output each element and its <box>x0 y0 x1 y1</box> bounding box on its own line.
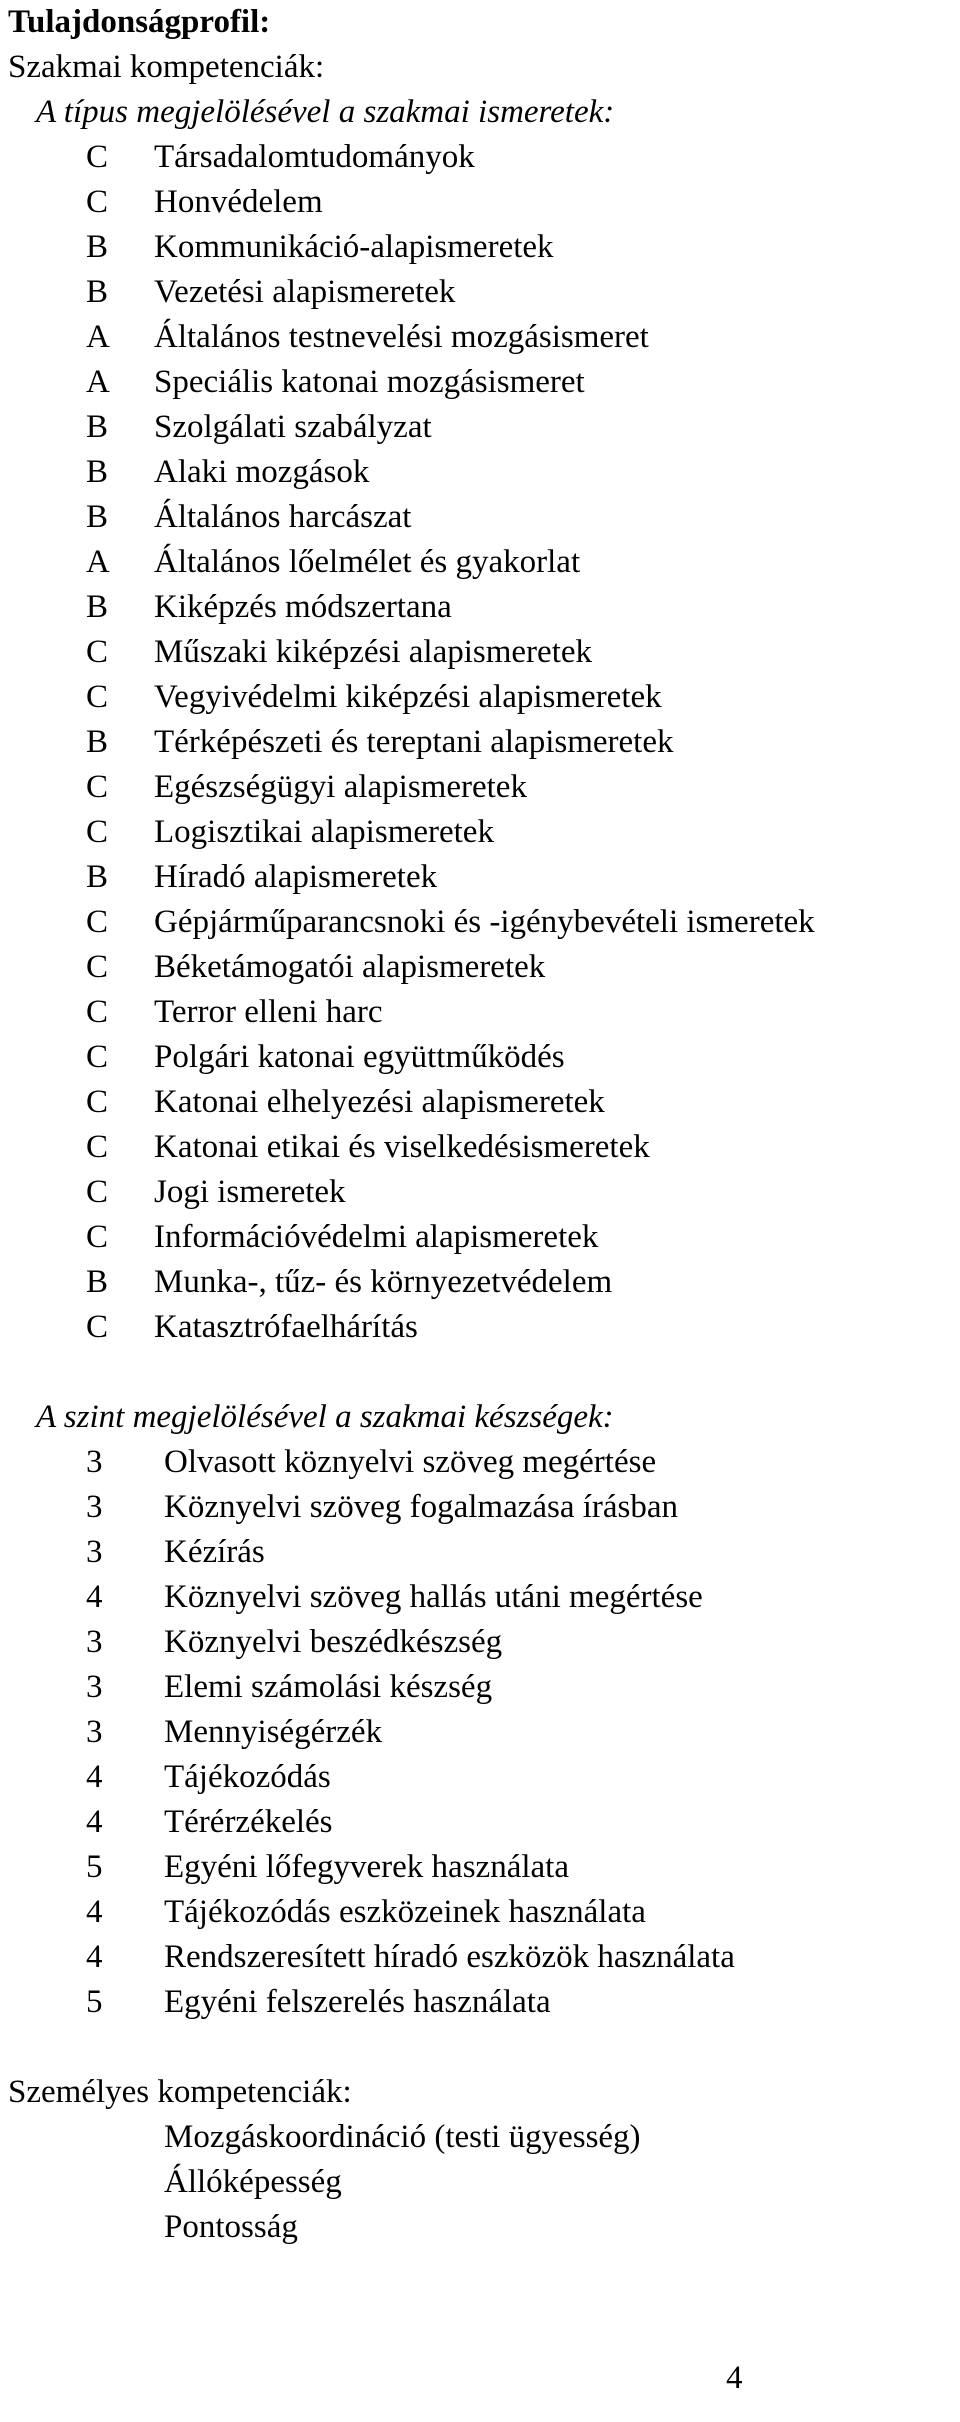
page-number: 4 <box>726 2360 743 2396</box>
knowledge-item-label: Terror elleni harc <box>154 994 383 1030</box>
section-spacer <box>8 2025 952 2070</box>
skill-item-label: Tájékozódás eszközeinek használata <box>164 1894 646 1930</box>
skill-item <box>8 1845 952 1890</box>
skill-item-code: 3 <box>86 1489 103 1525</box>
section-spacer <box>8 1350 952 1395</box>
knowledge-item <box>8 225 952 270</box>
knowledge-item <box>8 270 952 315</box>
skill-item-code: 4 <box>86 1939 103 1975</box>
knowledge-item <box>8 495 952 540</box>
knowledge-item <box>8 450 952 495</box>
knowledge-item <box>8 810 952 855</box>
knowledge-item <box>8 675 952 720</box>
knowledge-item <box>8 1170 952 1215</box>
document-page <box>8 0 952 2250</box>
knowledge-item <box>8 1125 952 1170</box>
knowledge-item-label: Általános testnevelési mozgásismeret <box>154 319 649 355</box>
knowledge-item-code: B <box>86 409 109 445</box>
knowledge-item-label: Polgári katonai együttműködés <box>154 1039 565 1075</box>
knowledge-item-code: B <box>86 1264 109 1300</box>
knowledge-item <box>8 945 952 990</box>
skill-item-label: Köznyelvi szöveg hallás utáni megértése <box>164 1579 703 1615</box>
skill-item-label: Kézírás <box>164 1534 265 1570</box>
knowledge-item-label: Logisztikai alapismeretek <box>154 814 494 850</box>
knowledge-item <box>8 1215 952 1260</box>
knowledge-item-label: Híradó alapismeretek <box>154 859 438 895</box>
knowledge-item <box>8 1305 952 1350</box>
knowledge-item <box>8 1260 952 1305</box>
knowledge-heading: A típus megjelölésével a szakmai ismeretek: <box>36 94 615 130</box>
skill-item-label: Térérzékelés <box>164 1804 333 1840</box>
knowledge-item-label: Katonai elhelyezési alapismeretek <box>154 1084 605 1120</box>
knowledge-item-label: Vezetési alapismeretek <box>154 274 456 310</box>
knowledge-item-code: C <box>86 769 109 805</box>
knowledge-item <box>8 360 952 405</box>
skill-item <box>8 1890 952 1935</box>
knowledge-item-code: C <box>86 679 109 715</box>
skill-item <box>8 1485 952 1530</box>
knowledge-item-label: Béketámogatói alapismeretek <box>154 949 546 985</box>
knowledge-item <box>8 765 952 810</box>
knowledge-item-code: C <box>86 994 109 1030</box>
skill-item-code: 3 <box>86 1534 103 1570</box>
skill-item <box>8 1620 952 1665</box>
skill-item-code: 3 <box>86 1624 103 1660</box>
skill-item-code: 3 <box>86 1714 103 1750</box>
knowledge-item-code: C <box>86 139 109 175</box>
skill-item-code: 3 <box>86 1669 103 1705</box>
knowledge-item-code: B <box>86 499 109 535</box>
knowledge-item-label: Jogi ismeretek <box>154 1174 346 1210</box>
knowledge-item-code: C <box>86 1219 109 1255</box>
skill-item-code: 4 <box>86 1894 103 1930</box>
knowledge-item-label: Katasztrófaelhárítás <box>154 1309 418 1345</box>
knowledge-item <box>8 630 952 675</box>
skills-heading: A szint megjelölésével a szakmai készségek: <box>36 1399 614 1435</box>
knowledge-item-code: C <box>86 1129 109 1165</box>
knowledge-item-code: C <box>86 634 109 670</box>
skill-item-label: Tájékozódás <box>164 1759 331 1795</box>
knowledge-list <box>8 135 952 1350</box>
knowledge-item-label: Gépjárműparancsnoki és -igénybevételi ismeretek <box>154 904 815 940</box>
skill-item <box>8 1530 952 1575</box>
personal-competency-item: Mozgáskoordináció (testi ügyesség) <box>164 2119 641 2155</box>
skill-item <box>8 1710 952 1755</box>
knowledge-item <box>8 855 952 900</box>
knowledge-item <box>8 585 952 630</box>
skill-item-label: Köznyelvi beszédkészség <box>164 1624 503 1660</box>
skill-item-label: Elemi számolási készség <box>164 1669 493 1705</box>
knowledge-item-label: Általános harcászat <box>154 499 412 535</box>
skill-item-code: 4 <box>86 1759 103 1795</box>
personal-competencies-heading: Személyes kompetenciák: <box>8 2074 352 2110</box>
skill-item-label: Olvasott köznyelvi szöveg megértése <box>164 1444 657 1480</box>
knowledge-item-label: Katonai etikai és viselkedésismeretek <box>154 1129 650 1165</box>
knowledge-item-label: Kommunikáció-alapismeretek <box>154 229 554 265</box>
knowledge-item-label: Munka-, tűz- és környezetvédelem <box>154 1264 613 1300</box>
knowledge-item-label: Társadalomtudományok <box>154 139 475 175</box>
knowledge-item-code: C <box>86 814 109 850</box>
skills-list <box>8 1440 952 2025</box>
personal-competency-item: Pontosság <box>164 2209 298 2245</box>
knowledge-item-label: Szolgálati szabályzat <box>154 409 432 445</box>
skill-item <box>8 1665 952 1710</box>
knowledge-item-label: Információvédelmi alapismeretek <box>154 1219 599 1255</box>
knowledge-item <box>8 900 952 945</box>
skill-item-code: 5 <box>86 1984 103 2020</box>
knowledge-item <box>8 1035 952 1080</box>
knowledge-item-label: Vegyivédelmi kiképzési alapismeretek <box>154 679 662 715</box>
knowledge-item-code: B <box>86 229 109 265</box>
knowledge-item-code: B <box>86 274 109 310</box>
skill-item-code: 4 <box>86 1804 103 1840</box>
knowledge-item <box>8 315 952 360</box>
skill-item <box>8 1755 952 1800</box>
knowledge-item-label: Műszaki kiképzési alapismeretek <box>154 634 593 670</box>
skill-item <box>8 1935 952 1980</box>
skill-item-code: 4 <box>86 1579 103 1615</box>
knowledge-item-label: Térképészeti és tereptani alapismeretek <box>154 724 674 760</box>
knowledge-item-label: Speciális katonai mozgásismeret <box>154 364 585 400</box>
knowledge-item <box>8 1080 952 1125</box>
knowledge-item-code: A <box>86 319 110 355</box>
document-title: Tulajdonságprofil: <box>8 4 271 40</box>
knowledge-item <box>8 135 952 180</box>
knowledge-item-label: Kiképzés módszertana <box>154 589 452 625</box>
skill-item <box>8 1980 952 2025</box>
personal-list <box>8 2115 952 2250</box>
knowledge-item-code: C <box>86 1084 109 1120</box>
knowledge-item-code: C <box>86 184 109 220</box>
knowledge-item-code: C <box>86 904 109 940</box>
knowledge-item <box>8 990 952 1035</box>
skill-item-label: Egyéni felszerelés használata <box>164 1984 551 2020</box>
knowledge-item-code: C <box>86 949 109 985</box>
knowledge-item-label: Általános lőelmélet és gyakorlat <box>154 544 581 580</box>
skill-item <box>8 1440 952 1485</box>
knowledge-item <box>8 180 952 225</box>
skill-item <box>8 1575 952 1620</box>
skill-item-code: 3 <box>86 1444 103 1480</box>
knowledge-item-code: C <box>86 1309 109 1345</box>
knowledge-item-code: B <box>86 859 109 895</box>
knowledge-item-code: B <box>86 454 109 490</box>
skill-item <box>8 1800 952 1845</box>
skill-item-label: Köznyelvi szöveg fogalmazása írásban <box>164 1489 679 1525</box>
skill-item-label: Egyéni lőfegyverek használata <box>164 1849 569 1885</box>
knowledge-item-code: C <box>86 1174 109 1210</box>
knowledge-item-code: A <box>86 364 110 400</box>
knowledge-item-code: B <box>86 589 109 625</box>
knowledge-item-code: C <box>86 1039 109 1075</box>
knowledge-item-label: Honvédelem <box>154 184 323 220</box>
knowledge-item <box>8 540 952 585</box>
skill-item-code: 5 <box>86 1849 103 1885</box>
knowledge-item-code: B <box>86 724 109 760</box>
knowledge-item-code: A <box>86 544 110 580</box>
personal-competency-item: Állóképesség <box>164 2164 342 2200</box>
knowledge-item <box>8 405 952 450</box>
skill-item-label: Rendszeresített híradó eszközök használata <box>164 1939 735 1975</box>
knowledge-item <box>8 720 952 765</box>
professional-competencies-heading: Szakmai kompetenciák: <box>8 49 325 85</box>
knowledge-item-label: Alaki mozgások <box>154 454 370 490</box>
knowledge-item-label: Egészségügyi alapismeretek <box>154 769 527 805</box>
skill-item-label: Mennyiségérzék <box>164 1714 383 1750</box>
